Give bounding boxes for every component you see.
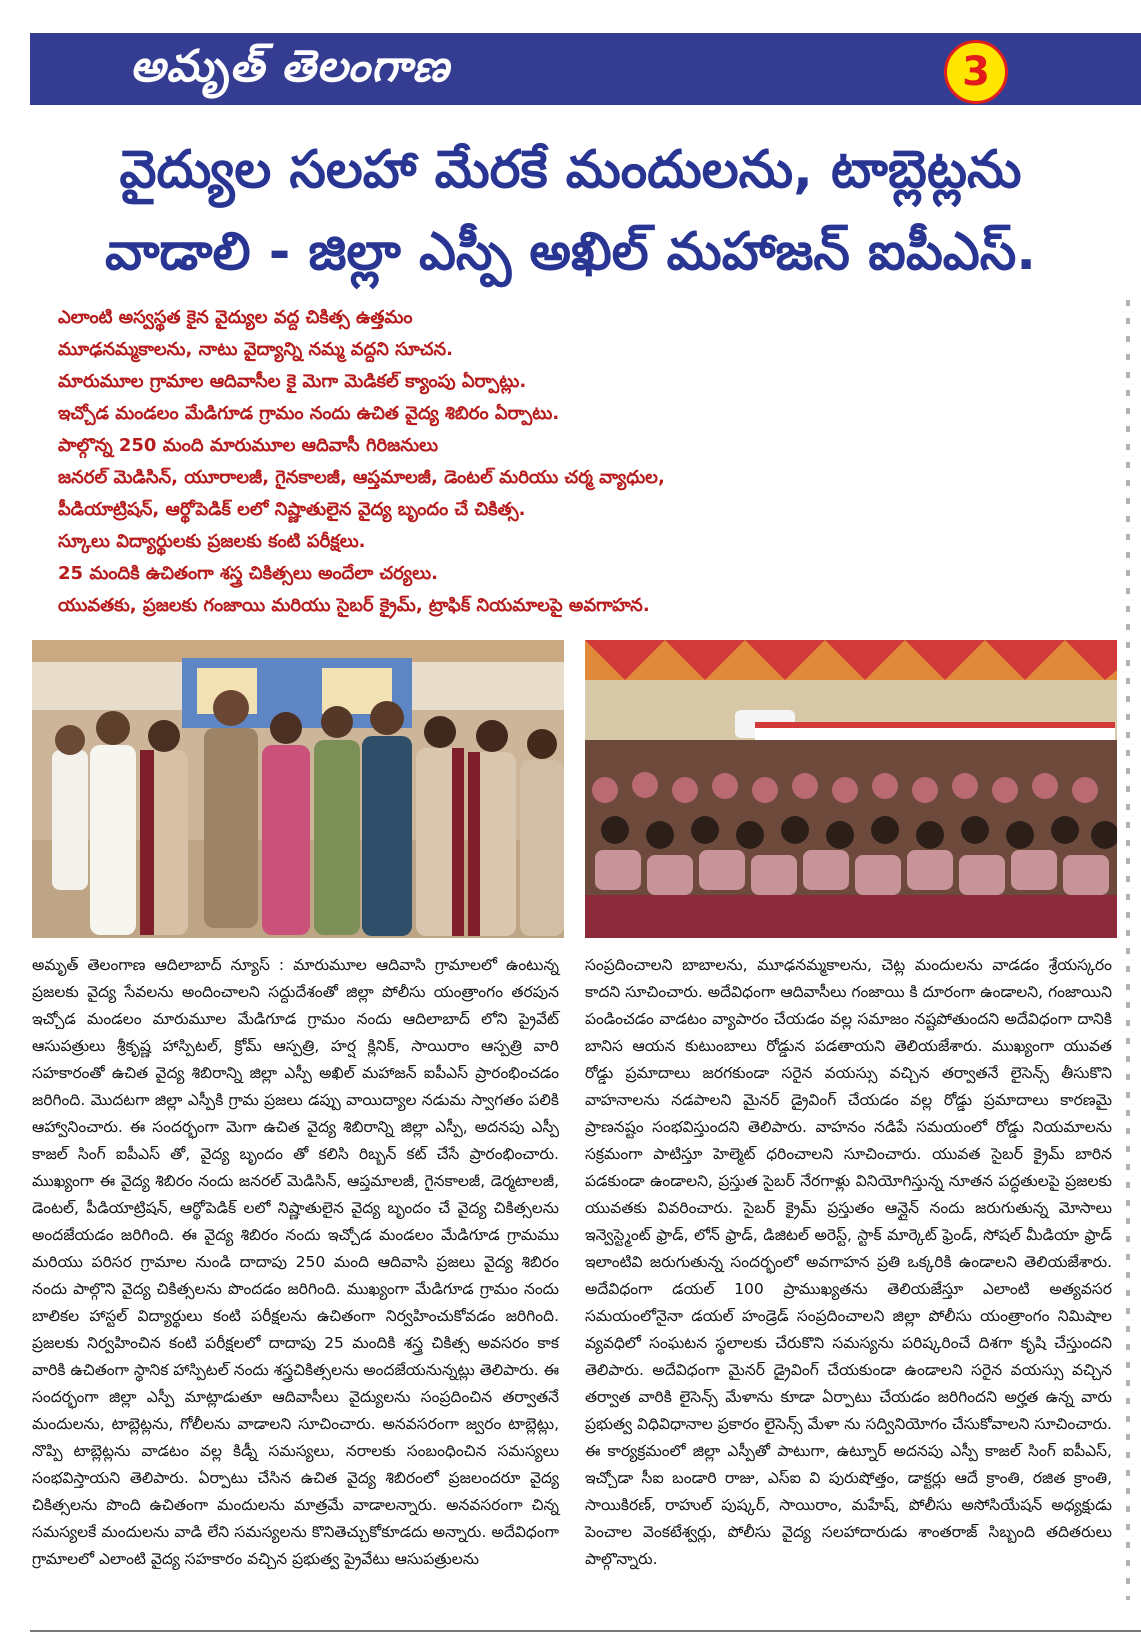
highlight-item: ఎలాంటి అస్వస్థత కైన వైద్యుల వద్ద చికిత్స ఉత్తమం: [58, 307, 413, 328]
headline-line-1: వైద్యుల సలహా మేరకే మందులను, టాబ్లెట్లను: [119, 140, 1022, 200]
highlight-item: మూఢనమ్మకాలను, నాటు వైద్యాన్ని నమ్మ వద్దని సూచన.: [58, 339, 453, 360]
highlight-item: మారుమూల గ్రామాల ఆదివాసీల కై మెగా మెడికల్ క్యాంపు ఏర్పాట్లు.: [58, 371, 527, 392]
adjacent-page-edge: [1126, 300, 1130, 1600]
highlight-list: [58, 302, 1058, 622]
page-number-badge: 3: [944, 40, 1008, 104]
highlight-item: స్కూలు విద్యార్థులకు ప్రజలకు కంటి పరీక్షలు.: [58, 531, 366, 552]
article-body-right-column: సంప్రదించాలని బాబాలను, మూఢనమ్మకాలను, చెట్ల మందులను వాడడం శ్రేయస్కరం కాదని సూచించారు. అదేవిధంగా ఆదివాసీలు గంజాయి కి దూరంగా ఉండాలని, గంజాయిని పండించడం వాడటం వ్యాపారం చేయడం వల్ల సమాజం నష్టపోతుందని అదేవిధంగా దానికి బానిస ఆయన కుటుంబాలు రోడ్డున పడతాయని తెలియజేశారు. ముఖ్యంగా యువత రోడ్డు ప్రమాదాలు జరగకుండా సరైన వయస్సు వచ్చిన తర్వాతనే లైసెన్స్ తీసుకొని వాహనాలను నడపాలని మైనర్ డ్రైవింగ్ చేయడం వల్ల రోడ్డు ప్రమాదాలు కారణమై ప్రాణనష్టం సంభవిస్తుందని తెలిపారు. వాహనం నడిపే సమయంలో రోడ్డు నియమాలను సక్రమంగా పాటిస్తూ హెల్మెట్ ధరించాలని సూచించారు. యువత సైబర్ క్రైమ్ బారిన పడకుండా ఉండాలని, ప్రస్తుత సైబర్ నేరగాళ్లు వినియోగిస్తున్న నూతన పద్ధతులపై ప్రజలకు యువతకు వివరించారు. సైబర్ క్రైమ్ ప్రస్తుతం ఆన్లైన్ నందు జరుగుతున్న మోసాలు ఇన్వెస్ట్మెంట్ ఫ్రాడ్, లోన్ ఫ్రాడ్, డిజిటల్ అరెస్ట్, స్టాక్ మార్కెట్ ఫ్రెండ్, సోషల్ మీడియా ఫ్రాడ్ ఇలాంటివి జరుగుతున్న సందర్భంలో అవగాహన ప్రతి ఒక్కరికి ఉండాలని తెలియజేశారు. అదేవిధంగా డయల్ 100 ప్రాముఖ్యతను తెలియజేస్తూ ఎలాంటి అత్యవసర సమయంలోనైనా డయల్ హండ్రెడ్ సంప్రదించాలని జిల్లా పోలీసు యంత్రాంగం నిమిషాల వ్యవధిలో సంఘటన స్థలాలకు చేరుకొని సమస్యను పరిష్కరించే దిశగా కృషి చేస్తుందని తెలిపారు. అదేవిధంగా మైనర్ డ్రైవింగ్ చేయకుండా ఉండాలని సరైన వయస్సు వచ్చిన తర్వాత వారికి లైసెన్స్ మేళాను కూడా ఏర్పాటు చేయడం జరిగిందని అర్హత ఉన్న వారు ప్రభుత్వ విధివిధానాల ప్రకారం లైసెన్స్ మేళా ను సద్వినియోగం చేసుకోవాలని సూచించారు. ఈ కార్యక్రమంలో జిల్లా ఎస్పీతో పాటుగా, ఉట్నూర్ అదనపు ఎస్పీ కాజల్ సింగ్ ఐపీఎస్, ఇచ్చోడా సీఐ బండారి రాజు, ఎస్ఐ వి పురుషోత్తం, డాక్టర్లు ఆదే క్రాంతి, రజిత క్రాంతి, సాయికిరణ్, రాహుల్ పుష్కర్, సాయిరాం, మహేష్, పోలీసు అసోసియేషన్ అధ్యక్షుడు పెంచాల వెంకటేశ్వర్లు, పోలీసు వైద్య సలహాదారుడు శాంతరాజ్ సిబ్బంది తదితరులు పాల్గొన్నారు.: [585, 956, 1112, 1568]
highlight-item: 25 మందికి ఉచితంగా శస్త్ర చికిత్సలు అందేలా చర్యలు.: [58, 563, 438, 584]
group-photo: [32, 640, 564, 938]
highlight-item: పాల్గొన్న 250 మంది మారుమూల ఆదివాసీ గిరిజనులు: [58, 435, 439, 456]
highlight-item: జనరల్ మెడిసిన్, యూరాలజీ, గైనకాలజీ, ఆప్తమాలజీ, డెంటల్ మరియు చర్మ వ్యాధుల,: [58, 467, 665, 488]
audience-photo: [585, 640, 1117, 938]
highlight-item: యువతకు, ప్రజలకు గంజాయి మరియు సైబర్ క్రైమ్, ట్రాఫిక్ నియమాలపై అవగాహన.: [58, 595, 650, 616]
newspaper-title: అమృత్ తెలంగాణ: [130, 41, 450, 92]
highlight-item: ఇచ్చోడ మండలం మేడిగూడ గ్రామం నందు ఉచిత వైద్య శిబిరం ఏర్పాటు.: [58, 403, 560, 424]
headline-line-2: వాడాలి - జిల్లా ఎస్పీ అఖిల్ మహాజన్ ఐపీఎస్.: [104, 222, 1037, 282]
masthead-band: [30, 33, 1141, 105]
article-body-left-column: అమృత్ తెలంగాణ ఆదిలాబాద్ న్యూస్ : మారుమూల ఆదివాసి గ్రామాలలో ఉంటున్న ప్రజలకు వైద్య సేవలను అందించాలని సద్దుదేశంతో జిల్లా పోలీసు యంత్రాంగం తరపున ఇచ్చోడ మండలం మారుమూల మేడిగూడ గ్రామం నందు ఆదిలాబాద్ లోని ప్రైవేట్ ఆసుపత్రులు శ్రీకృష్ణ హాస్పిటల్, క్రోమ్ ఆస్పత్రి, హర్ష క్లినిక్, సాయిరాం ఆస్పత్రి వారి సహకారంతో ఉచిత వైద్య శిబిరాన్ని జిల్లా ఎస్పీ అఖిల్ మహాజన్ ఐపీఎస్ ప్రారంభించడం జరిగింది. మొదటగా జిల్లా ఎస్పీకి గ్రామ ప్రజలు డప్పు వాయిద్యాల నడుమ స్వాగతం పలికి ఆహ్వానించారు. ఈ సందర్భంగా మెగా ఉచిత వైద్య శిబిరాన్ని జిల్లా ఎస్పీ, అదనపు ఎస్పీ కాజల్ సింగ్ ఐపీఎస్ తో, వైద్య బృందం తో కలిసి రిబ్బన్ కట్ చేసే ప్రారంభించారు. ముఖ్యంగా ఈ వైద్య శిబిరం నందు జనరల్ మెడిసిన్, ఆప్తమాలజీ, గైనకాలజీ, డెర్మటాలజీ, డెంటల్, పీడియాట్రిషన్, ఆర్థోపెడిక్ లలో నిష్ణాతులైన వైద్య బృందం చే వైద్య చికిత్సలను అందజేయడం జరిగింది. ఈ వైద్య శిబిరం నందు ఇచ్చోడ మండలం మేడిగూడ గ్రామము మరియు పరిసర గ్రామాల నుండి దాదాపు 250 మంది ఆదివాసి ప్రజలు వైద్య శిబిరం నందు పాల్గొని వైద్య చికిత్సలను పొందడం జరిగింది. ముఖ్యంగా మేడిగూడ గ్రామం నందు బాలికల హాస్టల్ విద్యార్థులు కంటి పరీక్షలను ఉచితంగా నిర్వహించుకోవడం జరిగింది. ప్రజలకు నిర్వహించిన కంటి పరీక్షలలో దాదాపు 25 మందికి శస్త్ర చికిత్స అవసరం కాక వారికి ఉచితంగా స్థానిక హాస్పిటల్ నందు శస్త్రచికిత్సలను అందజేయనున్నట్లు తెలిపారు. ఈ సందర్భంగా జిల్లా ఎస్పీ మాట్లాడుతూ ఆదివాసీలు వైద్యులను సంప్రదించిన తర్వాతనే మందులను, టాబ్లెట్లను, గోలీలను వాడాలని సూచించారు. అనవసరంగా జ్వరం టాబ్లెట్లు, నొప్పి టాబ్లెట్లను వాడటం వల్ల కిడ్నీ సమస్యలు, నరాలకు సంబంధించిన సమస్యలు సంభవిస్తాయని తెలిపారు. ఏర్పాటు చేసిన ఉచిత వైద్య శిబిరంలో ప్రజలందరూ వైద్య చికిత్సలను పొంది ఉచితంగా మందులను మాత్రమే వాడాలన్నారు. అనవసరంగా చిన్న సమస్యలకే మందులను వాడి లేని సమస్యలను కొనితెచ్చుకోకూడదు అన్నారు. అదేవిధంగా గ్రామాలలో ఎలాంటి వైద్య సహకారం వచ్చిన ప్రభుత్వ ప్రైవేటు ఆసుపత్రులను: [32, 956, 559, 1568]
highlight-item: పీడియాట్రిషన్, ఆర్థోపెడిక్ లలో నిష్ణాతులైన వైద్య బృందం చే చికిత్స.: [58, 499, 526, 520]
bottom-divider: [30, 1630, 1141, 1632]
